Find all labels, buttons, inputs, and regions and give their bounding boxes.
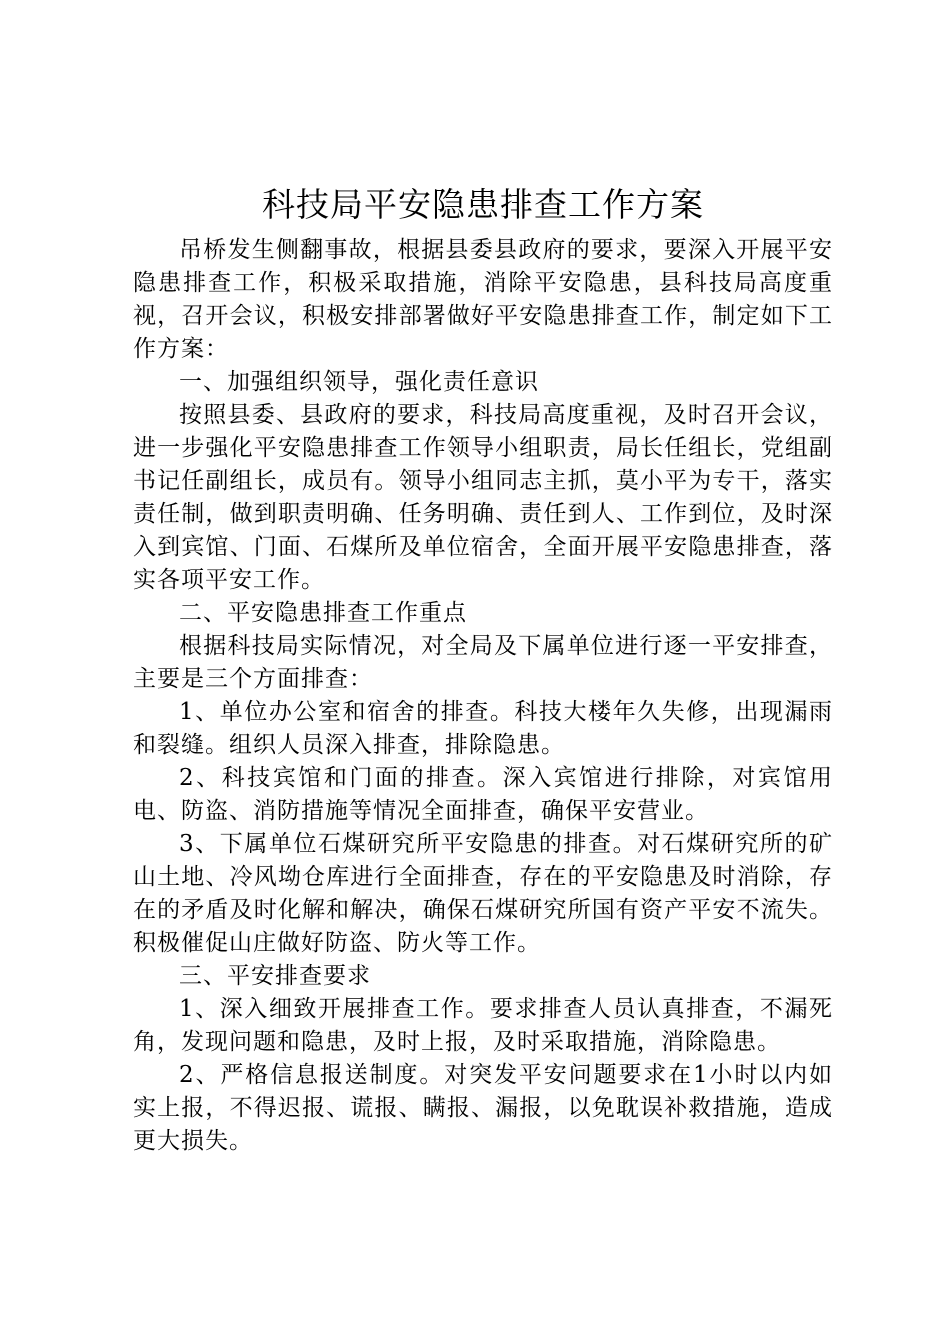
requirement-item-1: 1、深入细致开展排查工作。要求排查人员认真排查，不漏死角，发现问题和隐患，及时上报，及时采取措施，消除隐患。 — [133, 996, 833, 1055]
list-item-1: 1、单位办公室和宿舍的排查。科技大楼年久失修，出现漏雨和裂缝。组织人员深入排查，排除隐患。 — [133, 699, 833, 758]
document-title: 科技局平安隐患排查工作方案 — [262, 185, 704, 224]
document-page — [133, 182, 833, 1158]
section-heading-2: 二、平安隐患排查工作重点 — [179, 600, 467, 626]
list-item-3: 3、下属单位石煤研究所平安隐患的排查。对石煤研究所的矿山土地、冷风坳仓库进行全面排查，存在的平安隐患及时消除，存在的矛盾及时化解和解决，确保石煤研究所国有资产平安不流失。积极催促山庄做好防盗、防火等工作。 — [133, 831, 833, 956]
list-item-2: 2、科技宾馆和门面的排查。深入宾馆进行排除，对宾馆用电、防盗、消防措施等情况全面排查，确保平安营业。 — [133, 765, 833, 824]
paragraph-organization: 按照县委、县政府的要求，科技局高度重视，及时召开会议，进一步强化平安隐患排查工作领导小组职责，局长任组长，党组副书记任副组长，成员有。领导小组同志主抓，莫小平为专干，落实责任制，做到职责明确、任务明确、责任到人、工作到位，及时深入到宾馆、门面、石煤所及单位宿舍，全面开展平安隐患排查，落实各项平安工作。 — [133, 402, 833, 593]
section-heading-3: 三、平安排查要求 — [179, 963, 371, 989]
paragraph-intro: 吊桥发生侧翻事故，根据县委县政府的要求，要深入开展平安隐患排查工作，积极采取措施，消除平安隐患，县科技局高度重视，召开会议，积极安排部署做好平安隐患排查工作，制定如下工作方案： — [133, 237, 833, 362]
requirement-item-2: 2、严格信息报送制度。对突发平安问题要求在1小时以内如实上报，不得迟报、谎报、瞒报、漏报，以免耽误补救措施，造成更大损失。 — [133, 1062, 833, 1154]
paragraph-focus-intro: 根据科技局实际情况，对全局及下属单位进行逐一平安排查，主要是三个方面排查： — [133, 633, 833, 692]
section-heading-1: 一、加强组织领导，强化责任意识 — [179, 369, 539, 395]
